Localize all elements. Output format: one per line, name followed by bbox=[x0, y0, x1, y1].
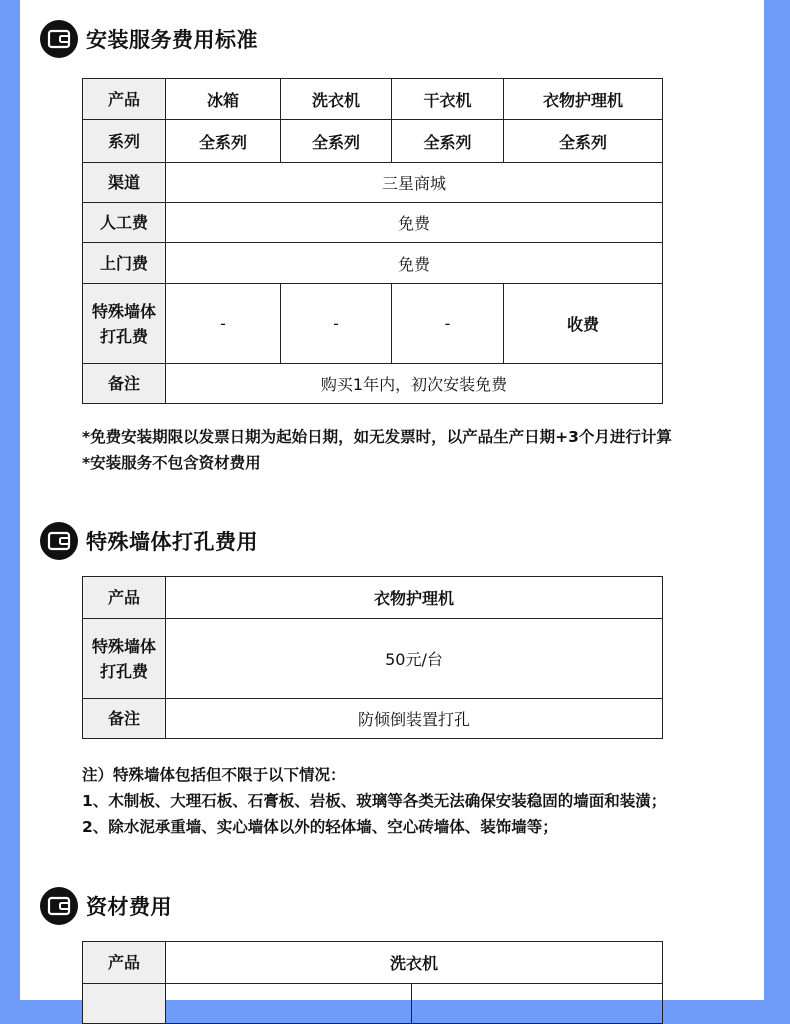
install-fee-table bbox=[82, 78, 663, 404]
series-cell: 全系列 bbox=[392, 120, 504, 163]
wallet-icon bbox=[40, 887, 78, 925]
note-line: *安装服务不包含资材费用 bbox=[82, 454, 261, 472]
row-label-product: 产品 bbox=[83, 942, 166, 984]
table-row-product bbox=[83, 79, 663, 120]
drill-cell: - bbox=[166, 284, 281, 364]
table-row-channel bbox=[83, 163, 663, 203]
install-notes bbox=[82, 424, 682, 476]
note-line: 1、木制板、大理石板、石膏板、岩板、玻璃等各类无法确保安装稳固的墙面和装潢； bbox=[82, 792, 667, 810]
series-cell: 全系列 bbox=[504, 120, 663, 163]
section-title: 特殊墙体打孔费用 bbox=[86, 530, 258, 554]
labor-value: 免费 bbox=[166, 203, 663, 243]
table-cell bbox=[412, 984, 663, 1024]
wallet-icon bbox=[40, 522, 78, 560]
row-label-remark: 备注 bbox=[83, 699, 166, 739]
row-label-product: 产品 bbox=[83, 577, 166, 619]
table-row-remark bbox=[83, 699, 663, 739]
material-fee-table bbox=[82, 941, 663, 1024]
product-dryer: 干衣机 bbox=[392, 79, 504, 120]
visit-value: 免费 bbox=[166, 243, 663, 284]
product-fridge: 冰箱 bbox=[166, 79, 281, 120]
wall-drilling-table bbox=[82, 576, 663, 739]
note-line: 注）特殊墙体包括但不限于以下情况： bbox=[82, 766, 346, 784]
series-cell: 全系列 bbox=[166, 120, 281, 163]
row-label-series: 系列 bbox=[83, 120, 166, 163]
table-cell bbox=[166, 984, 412, 1024]
row-label-channel: 渠道 bbox=[83, 163, 166, 203]
wallet-icon bbox=[40, 20, 78, 58]
remark-value: 购买1年内，初次安装免费 bbox=[166, 364, 663, 404]
product-airdresser: 衣物护理机 bbox=[166, 577, 663, 619]
row-label-visit: 上门费 bbox=[83, 243, 166, 284]
channel-value: 三星商城 bbox=[166, 163, 663, 203]
wall-notes bbox=[82, 762, 682, 840]
table-row-drill bbox=[83, 284, 663, 364]
note-line: 2、除水泥承重墙、实心墙体以外的轻体墙、空心砖墙体、装饰墙等； bbox=[82, 818, 558, 836]
note-line: *免费安装期限以发票日期为起始日期，如无发票时，以产品生产日期+3个月进行计算 bbox=[82, 428, 672, 446]
table-row-product bbox=[83, 577, 663, 619]
row-label-drill: 特殊墙体打孔费 bbox=[83, 619, 166, 699]
series-cell: 全系列 bbox=[281, 120, 392, 163]
table-row-partial bbox=[83, 984, 663, 1024]
product-airdresser: 衣物护理机 bbox=[504, 79, 663, 120]
drill-cell: - bbox=[392, 284, 504, 364]
product-washer: 洗衣机 bbox=[281, 79, 392, 120]
table-row-drill bbox=[83, 619, 663, 699]
table-row-remark bbox=[83, 364, 663, 404]
row-label-labor: 人工费 bbox=[83, 203, 166, 243]
table-row-labor bbox=[83, 203, 663, 243]
section-heading-wall-drilling bbox=[40, 521, 258, 561]
row-label-drill: 特殊墙体打孔费 bbox=[83, 284, 166, 364]
table-row-series bbox=[83, 120, 663, 163]
section-title: 资材费用 bbox=[86, 895, 172, 919]
section-heading-material-fees bbox=[40, 886, 172, 926]
drill-price: 50元/台 bbox=[166, 619, 663, 699]
table-row-product bbox=[83, 942, 663, 984]
section-heading-install-fees bbox=[40, 19, 258, 59]
drill-cell: - bbox=[281, 284, 392, 364]
remark-value: 防倾倒装置打孔 bbox=[166, 699, 663, 739]
drill-cell: 收费 bbox=[504, 284, 663, 364]
product-washer: 洗衣机 bbox=[166, 942, 663, 984]
row-label-remark: 备注 bbox=[83, 364, 166, 404]
table-row-visit bbox=[83, 243, 663, 284]
row-label-product: 产品 bbox=[83, 79, 166, 120]
section-title: 安装服务费用标准 bbox=[86, 28, 258, 52]
row-label-empty bbox=[83, 984, 166, 1024]
